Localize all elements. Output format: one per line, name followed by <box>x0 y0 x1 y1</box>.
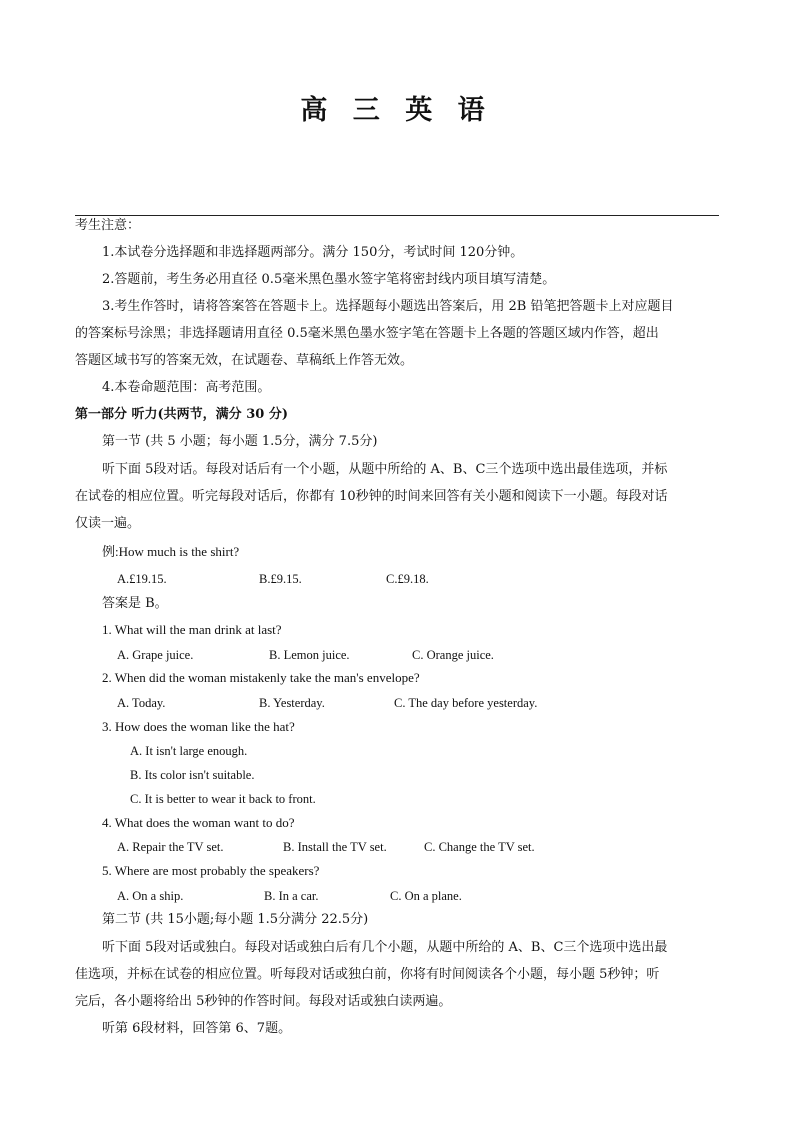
q5-option-a: A. On a ship. <box>117 889 184 903</box>
q1-option-c: C. Orange juice. <box>412 648 494 662</box>
question-3: 3. How does the woman like the hat? <box>102 719 295 734</box>
notice-heading: 考生注意： <box>75 218 141 233</box>
question-1: 1. What will the man drink at last? <box>102 622 282 637</box>
example-question: 例:How much is the shirt? <box>102 544 240 559</box>
example-option-a: A.£19.15. <box>117 572 167 586</box>
q2-option-c: C. The day before yesterday. <box>394 696 538 710</box>
q1-option-a: A. Grape juice. <box>117 648 194 662</box>
question-2: 2. When did the woman mistakenly take the man's envelope? <box>102 670 420 685</box>
example-option-b: B.£9.15. <box>259 572 302 586</box>
notice-item: 答题区域书写的答案无效，在试题卷、草稿纸上作答无效。 <box>75 353 414 368</box>
section1-instruction: 仅读一遍。 <box>75 516 141 531</box>
section1-instruction: 在试卷的相应位置。听完每段对话后，你都有 10秒钟的时间来回答有关小题和阅读下一小题。每段对话 <box>75 489 668 504</box>
section2-material: 听第 6段材料，回答第 6、7题。 <box>102 1021 292 1036</box>
notice-item: 的答案标号涂黑；非选择题请用直径 0.5毫米黑色墨水签字笔在答题卡上各题的答题区域内作答，超出 <box>75 326 659 341</box>
q2-option-a: A. Today. <box>117 696 166 710</box>
q1-option-b: B. Lemon juice. <box>269 648 350 662</box>
page-title: 高 三 英 语 <box>300 95 493 126</box>
q4-option-c: C. Change the TV set. <box>424 840 535 854</box>
part1-heading: 第一部分 听力(共两节，满分 30 分) <box>75 407 288 422</box>
section1-heading: 第一节 (共 5 小题；每小题 1.5分，满分 7.5分) <box>102 434 378 449</box>
q2-option-b: B. Yesterday. <box>259 696 325 710</box>
section2-heading: 第二节 (共 15小题;每小题 1.5分满分 22.5分) <box>102 912 369 927</box>
q3-option-a: A. It isn't large enough. <box>130 744 248 758</box>
q3-option-c: C. It is better to wear it back to front. <box>130 792 316 806</box>
question-5: 5. Where are most probably the speakers? <box>102 863 320 878</box>
section2-instruction: 佳选项，并标在试卷的相应位置。听每段对话或独白前，你将有时间阅读各个小题，每小题 5秒钟；听 <box>75 967 660 982</box>
section2-instruction: 完后，各小题将给出 5秒钟的作答时间。每段对话或独白读两遍。 <box>75 994 452 1009</box>
q4-option-b: B. Install the TV set. <box>283 840 387 854</box>
question-4: 4. What does the woman want to do? <box>102 815 295 830</box>
notice-item: 2.答题前，考生务必用直径 0.5毫米黑色墨水签字笔将密封线内项目填写清楚。 <box>102 272 556 287</box>
q5-option-b: B. In a car. <box>264 889 319 903</box>
example-answer: 答案是 B。 <box>102 596 168 611</box>
notice-item: 1.本试卷分选择题和非选择题两部分。满分 150分，考试时间 120分钟。 <box>102 245 524 260</box>
q5-option-c: C. On a plane. <box>390 889 462 903</box>
section1-instruction: 听下面 5段对话。每段对话后有一个小题，从题中所给的 A、B、C三个选项中选出最佳选项，并标 <box>102 462 668 477</box>
header-divider <box>75 215 719 216</box>
section2-instruction: 听下面 5段对话或独白。每段对话或独白后有几个小题，从题中所给的 A、B、C三个选项中选出最 <box>102 940 668 955</box>
notice-item: 3.考生作答时，请将答案答在答题卡上。选择题每小题选出答案后，用 2B 铅笔把答题卡上对应题目 <box>102 299 674 314</box>
q4-option-a: A. Repair the TV set. <box>117 840 224 854</box>
example-option-c: C.£9.18. <box>386 572 429 586</box>
q3-option-b: B. Its color isn't suitable. <box>130 768 255 782</box>
notice-item: 4.本卷命题范围：高考范围。 <box>102 380 271 395</box>
